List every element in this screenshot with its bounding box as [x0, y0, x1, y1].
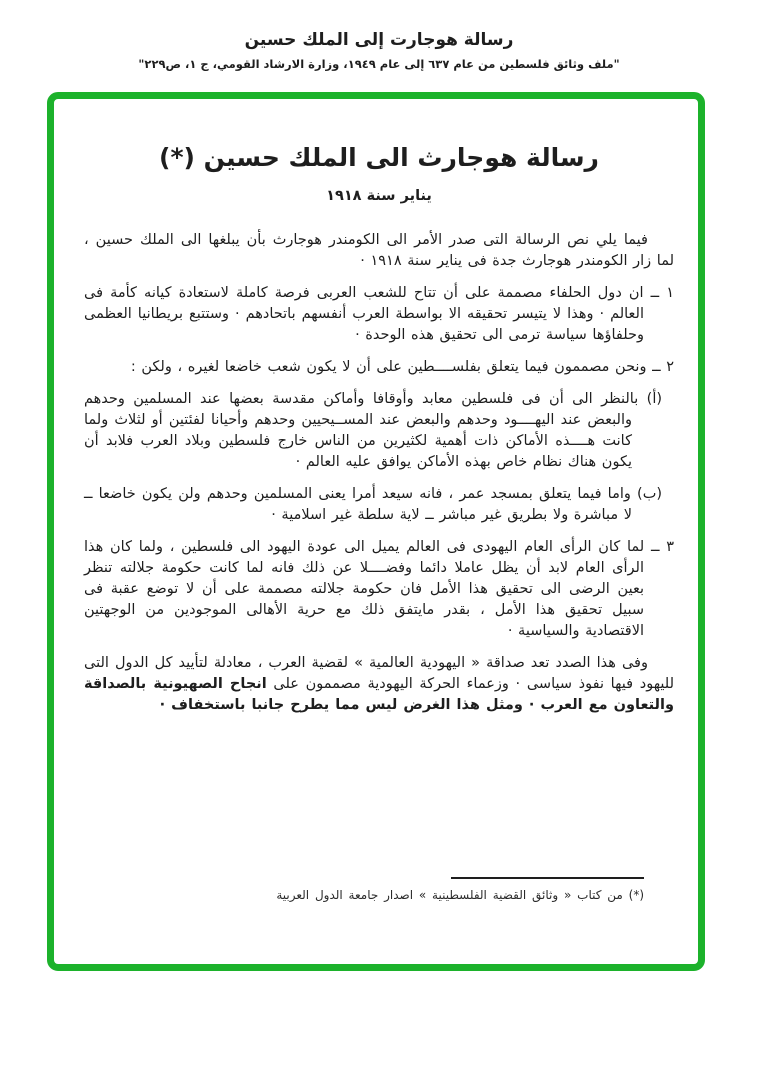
document-green-frame — [47, 92, 705, 971]
page-header-title: رسالة هوجارت إلى الملك حسين — [244, 30, 514, 50]
lettered-paragraph-a — [84, 389, 662, 473]
footnote-block — [192, 877, 644, 902]
paragraph-marker: ٢ ــ — [652, 359, 674, 375]
closing-text-normal: وفى هذا الصدد تعد صداقة « اليهودية العالمية » لقضية العرب ، معادلة لتأييد كل الدول التى لليهود فيها نفوذ سياسى · وزعماء الحركة اليهودية مصممون على — [84, 655, 674, 692]
paragraph-marker: (ب) — [637, 486, 663, 502]
paragraph-text: واما فيما يتعلق بمسجد عمر ، فانه سيعد أمرا يعنى المسلمين وحدهم ولن يكون خاضعا ــ لا مباشرة ولا بطريق غير مباشر ــ لاية سلطة غير اسلامية · — [84, 486, 632, 523]
closing-paragraph — [84, 653, 674, 716]
numbered-paragraph-3 — [84, 537, 674, 642]
paragraph-marker: (أ) — [646, 391, 662, 407]
paragraph-text: ونحن مصممون فيما يتعلق بفلســــطين على أن لا يكون شعب خاضعا لغيره ، ولكن : — [130, 359, 647, 375]
document-title: رسالة هوجارث الى الملك حسين (*) — [159, 143, 599, 172]
paragraph-marker: ١ ــ — [650, 285, 674, 301]
numbered-paragraph-1 — [84, 283, 674, 346]
page-header — [0, 0, 758, 71]
closing-text-bold: انجاح الصهيونية بالصداقة والتعاون مع العرب · ومثل هذا الغرض ليس مما يطرح جانبا باستخفاف · — [84, 676, 674, 713]
paragraph-text: لما كان الرأى العام اليهودى فى العالم يميل الى عودة اليهود الى فلسطين ، ولما كان هذا الرأى العام لابد أن يظل عاملا دائما وفضــــلا عن ذلك فانه لما كانت حكومة جلالته تنظر بعين الرضى الى تحقيق هذا الأمل فان حكومة جلالته مصممة على أن لا توضع عقبة فى سبيل تحقيق هذا الأمل ، بقدر مايتفق ذلك مع حرية الأهالى الموجودين من الوجهتين الاقتصادية والسياسية · — [84, 539, 645, 639]
footnote-separator-rule — [451, 877, 644, 879]
intro-paragraph: فيما يلي نص الرسالة التى صدر الأمر الى الكومندر هوجارث بأن يبلغها الى الملك حسين ، لما زار الكومندر هوجارث جدة فى يناير سنة ١٩١٨ · — [84, 232, 674, 269]
footnote-text: (*) من كتاب « وثائق القضية الفلسطينية » اصدار جامعة الدول العربية — [276, 888, 644, 902]
paragraph-text: ان دول الحلفاء مصممة على أن تتاح للشعب العربى فرصة كاملة لاستعادة كيانه كأمة فى العالم · وهذا لا يتيسر تحقيقه الا بواسطة العرب أنفسهم باتحادهم · وستتبع بريطانيا العظمى وحلفاؤها سياسة ترمى الى تحقيق هذه الوحدة · — [84, 285, 644, 343]
lettered-paragraph-b — [84, 484, 662, 526]
document-date: يناير سنة ١٩١٨ — [326, 188, 432, 204]
paragraph-text: بالنظر الى أن فى فلسطين معابد وأوقافا وأماكن مقدسة بعضها عند المسلمين وحدهم والبعض عند اليهــــود وحدهم والبعض عند المســيحيين وحدهم وأحيانا لفئتين أو لثلاث ولما كانت هــــذه الأماكن ذات أهمية لكثيرين من الناس خارج فلسطين وبلاد العرب فلابد أن يكون هناك نظام خاص بهذه الأماكن يوافق عليه العالم · — [84, 391, 639, 470]
paragraph-marker: ٣ ــ — [650, 539, 674, 555]
numbered-paragraph-2 — [84, 357, 674, 378]
page-header-source-citation: "ملف وثائق فلسطين من عام ٦٣٧ إلى عام ١٩٤٩، وزارة الارشاد القومي، ج ١، ص٢٢٩" — [138, 57, 620, 71]
